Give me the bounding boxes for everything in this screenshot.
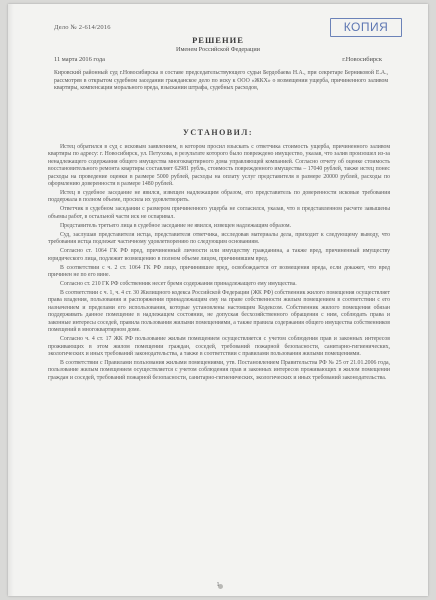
page-number: 1 — [216, 582, 220, 588]
body-paragraph: Суд, заслушав представителя истца, представителя ответчика, исследовав материалы дела, приходит к следующему выводу, что требования истца подлежат частичному удовлетворению по следующим основаниям. — [48, 231, 390, 246]
body-paragraph: Ответчик в судебном заседании с размером причиненного ущерба не согласился, указав, что в представленном расчете завышены объемы работ, в остальной части иск не оспаривал. — [48, 206, 390, 220]
document-title: РЕШЕНИЕ — [192, 35, 244, 45]
document-subtitle: Именем Российской Федерации — [176, 46, 260, 53]
copy-stamp: КОПИЯ — [330, 18, 402, 37]
body-paragraph: Истец обратился в суд с исковым заявлением, в котором просил взыскать с ответчика стоимость ущерба, причиненного заливом квартиры по адресу: г. Новосибирск, ул. Петухова, в результате которого было повреждено имущество, указав, что залив произошел из-за ненадлежащего содержания общего имущества многоквартирного дома управляющей компанией. Согласно отчету об оценке стоимость восстановительного ремонта квартиры составляет 62981 рубль, стоимость поврежденного имущества – 17040 рублей, также истец понес расходы на проведение оценки в размере 5000 рублей, расходы на оплату услуг представителя в размере 20000 рублей, расходы по оформлению доверенности в размере 1480 рублей. — [48, 144, 390, 188]
body-paragraph: Согласно ст. 210 ГК РФ собственник несет бремя содержания принадлежащего ему имущества. — [60, 281, 297, 288]
date-line — [54, 56, 382, 63]
document-city: г.Новосибирск — [342, 56, 382, 63]
body-paragraph: Представитель третьего лица в судебное заседание не явился, извещен надлежащим образом. — [60, 222, 292, 229]
body-paragraph: Истец в судебное заседание не явился, извещен надлежащим образом, его представитель по доверенности исковые требования поддержала в полном объеме, просила их удовлетворить. — [48, 190, 390, 204]
body-paragraph: В соответствии с ч. 1, ч. 4 ст. 30 Жилищного кодекса Российской Федерации (ЖК РФ) собственник жилого помещения осуществляет права владения, пользования и распоряжения принадлежащим ему на праве собственности жилым помещением в соответствии с его назначением и пределами его использования, которые установлены настоящим Кодексом. Собственник жилого помещения обязан поддерживать данное помещение в надлежащем состоянии, не допуская бесхозяйственного обращения с ним, соблюдать права и законные интересы соседей, правила пользования жилыми помещениями, а также правила содержания общего имущества собственников помещений в многоквартирном доме. — [48, 290, 390, 334]
case-number: Дело № 2-614/2016 — [54, 24, 111, 31]
body-paragraph: Согласно ч. 4 ст. 17 ЖК РФ пользование жилым помещением осуществляется с учетом соблюдения прав и законных интересов проживающих в этом жилом помещении граждан, соседей, требований пожарной безопасности, санитарно-гигиенических, экологических и иных требований законодательства, а также в соответствии с правилами пользования жилыми помещениями. — [48, 336, 390, 357]
body-text — [48, 144, 390, 384]
intro-paragraph: Кировский районный суд г.Новосибирска в составе председательствующего судьи Бердобаева Н.А., при секретаре Берниковой Е.А., рассмотрев в открытом судебном заседании гражданское дело по иску к ООО «ЖКХ» о возмещении ущерба, причиненного заливом квартиры, компенсации морального вреда, взыскании штрафа, судебных расходов, — [54, 70, 388, 91]
body-paragraph: В соответствии с ч. 2 ст. 1064 ГК РФ лицо, причинившее вред, освобождается от возмещения вреда, если докажет, что вред причинен не по его вине. — [48, 264, 390, 279]
section-title: УСТАНОВИЛ: — [183, 128, 253, 137]
page-edge-shadow — [8, 4, 14, 596]
body-paragraph: Согласно ст. 1064 ГК РФ вред, причиненный личности или имуществу гражданина, а также вред, причиненный имуществу юридического лица, подлежит возмещению в полном объеме лицом, причинившим вред. — [48, 248, 390, 262]
document-date: 11 марта 2016 года — [54, 56, 105, 63]
body-paragraph: В соответствии с Правилами пользования жилыми помещениями, утв. Постановлением Правительства РФ № 25 от 21.01.2006 года, пользование жилым помещением осуществляется с учетом соблюдения прав и законных интересов проживающих в жилом помещении граждан и соседей, требований пожарной безопасности, санитарно-гигиенических, экологических и иных требований законодательства. — [48, 359, 390, 381]
document-page — [8, 4, 428, 596]
